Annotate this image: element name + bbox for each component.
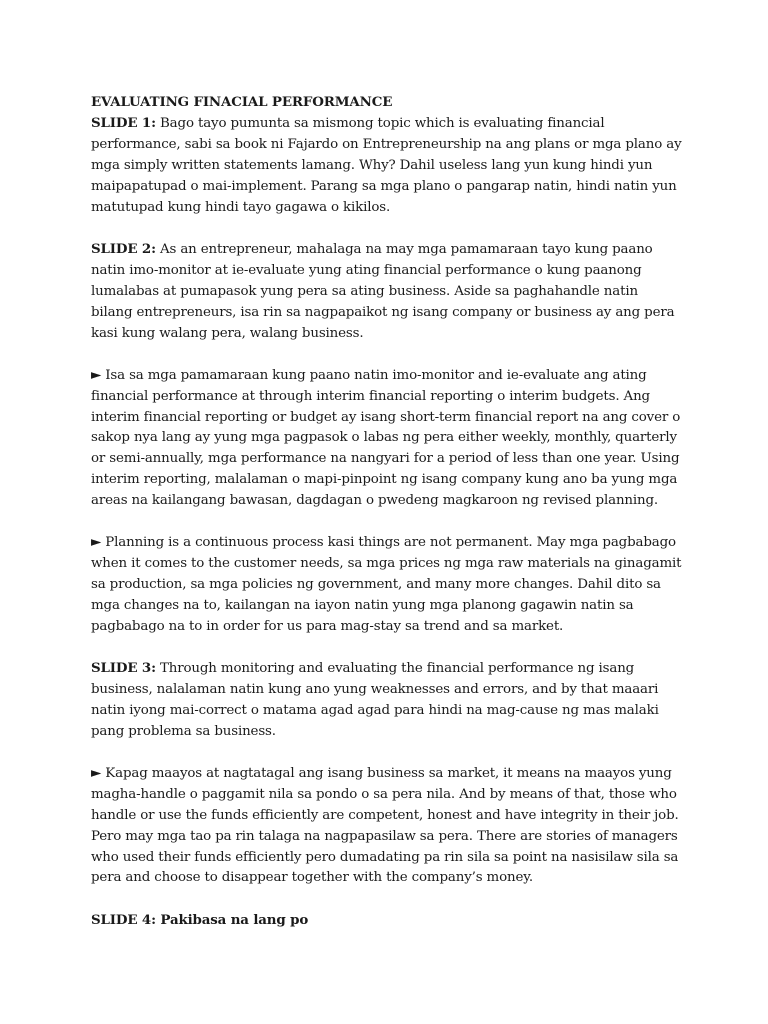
slide-1-label: SLIDE 1:: [91, 114, 156, 131]
slide-1-paragraph: [91, 113, 683, 219]
slide-2-text: As an entrepreneur, mahalaga na may mga pamamaraan tayo kung paano natin imo-monitor at ie-evaluate yung ating financial performance o kung paanong lumalabas at pumapasok yung pera sa ating business. Aside sa paghahandle natin bilang entrepreneurs, isa rin sa nagpapaikot ng isang company or business ay ang pera kasi kung walang pera, walang business.: [91, 242, 675, 341]
document-page: [91, 92, 683, 952]
bullet-arrow-icon: ►: [91, 534, 102, 550]
slide-2-paragraph: [91, 239, 683, 345]
slide-2-label: SLIDE 2:: [91, 241, 156, 258]
bullet-text: Kapag maayos at nagtatagal ang isang business sa market, it means na maayos yung magha-handle o paggamit nila sa pondo o sa pera nila. And by means of that, those who handle or use the funds efficiently are competent, honest and have integrity in their job. Pero may mga tao pa rin talaga na nagpapasilaw sa pera. There are stories of managers who used their funds efficiently pero dumadating pa rin sila sa point na nasisilaw sila sa pera and choose to disappear together with the company’s money.: [91, 765, 679, 886]
bullet-paragraph-planning: [91, 533, 683, 638]
slide-4-paragraph: SLIDE 4: Pakibasa na lang po: [91, 912, 309, 929]
slide-1-text: Bago tayo pumunta sa mismong topic which is evaluating financial performance, sabi sa book ni Fajardo on Entrepreneurship na ang plans or mga plano ay mga simply written statements lamang. Why? Dahil useless lang yun kung hindi yun maipapatupad o mai-implement. Parang sa mga plano o pangarap natin, hindi natin yun matutupad kung hindi tayo gagawa o kikilos.: [91, 115, 682, 215]
bullet-arrow-icon: ►: [91, 367, 102, 383]
bullet-text: Isa sa mga pamamaraan kung paano natin imo-monitor and ie-evaluate ang ating financial performance at through interim financial reporting o interim budgets. Ang interim financial reporting or budget ay isang short-term financial report na ang cover o sakop nya lang ay yung mga pagpasok o labas ng pera either weekly, monthly, quarterly or semi-annually, mga performance na nangyari for a period of less than one year. Using interim reporting, malalaman o mapi-pinpoint ng isang company kung ano ba yung mga areas na kailangang bawasan, dagdagan o pwedeng magkaroon ng revised planning.: [91, 367, 681, 509]
slide-3-label: SLIDE 3:: [91, 660, 156, 677]
bullet-paragraph-funds: [91, 764, 683, 889]
bullet-text: Planning is a continuous process kasi things are not permanent. May mga pagbabago when it comes to the customer needs, sa mga prices ng mga raw materials na ginagamit sa production, sa mga policies ng government, and many more changes. Dahil dito sa mga changes na to, kailangan na iayon natin yung mga planong gagawin natin sa pagbabago na to in order for us para mag-stay sa trend and sa market.: [91, 534, 682, 634]
bullet-paragraph-interim-reporting: [91, 366, 683, 512]
slide-3-paragraph: [91, 658, 683, 743]
bullet-arrow-icon: ►: [91, 765, 102, 781]
document-title: EVALUATING FINACIAL PERFORMANCE: [91, 94, 393, 110]
slide-3-text: Through monitoring and evaluating the financial performance ng isang business, nalalaman natin kung ano yung weaknesses and errors, and by that maaari natin iyong mai-correct o matama agad agad para hindi na mag-cause ng mas malaki pang problema sa business.: [91, 661, 659, 740]
